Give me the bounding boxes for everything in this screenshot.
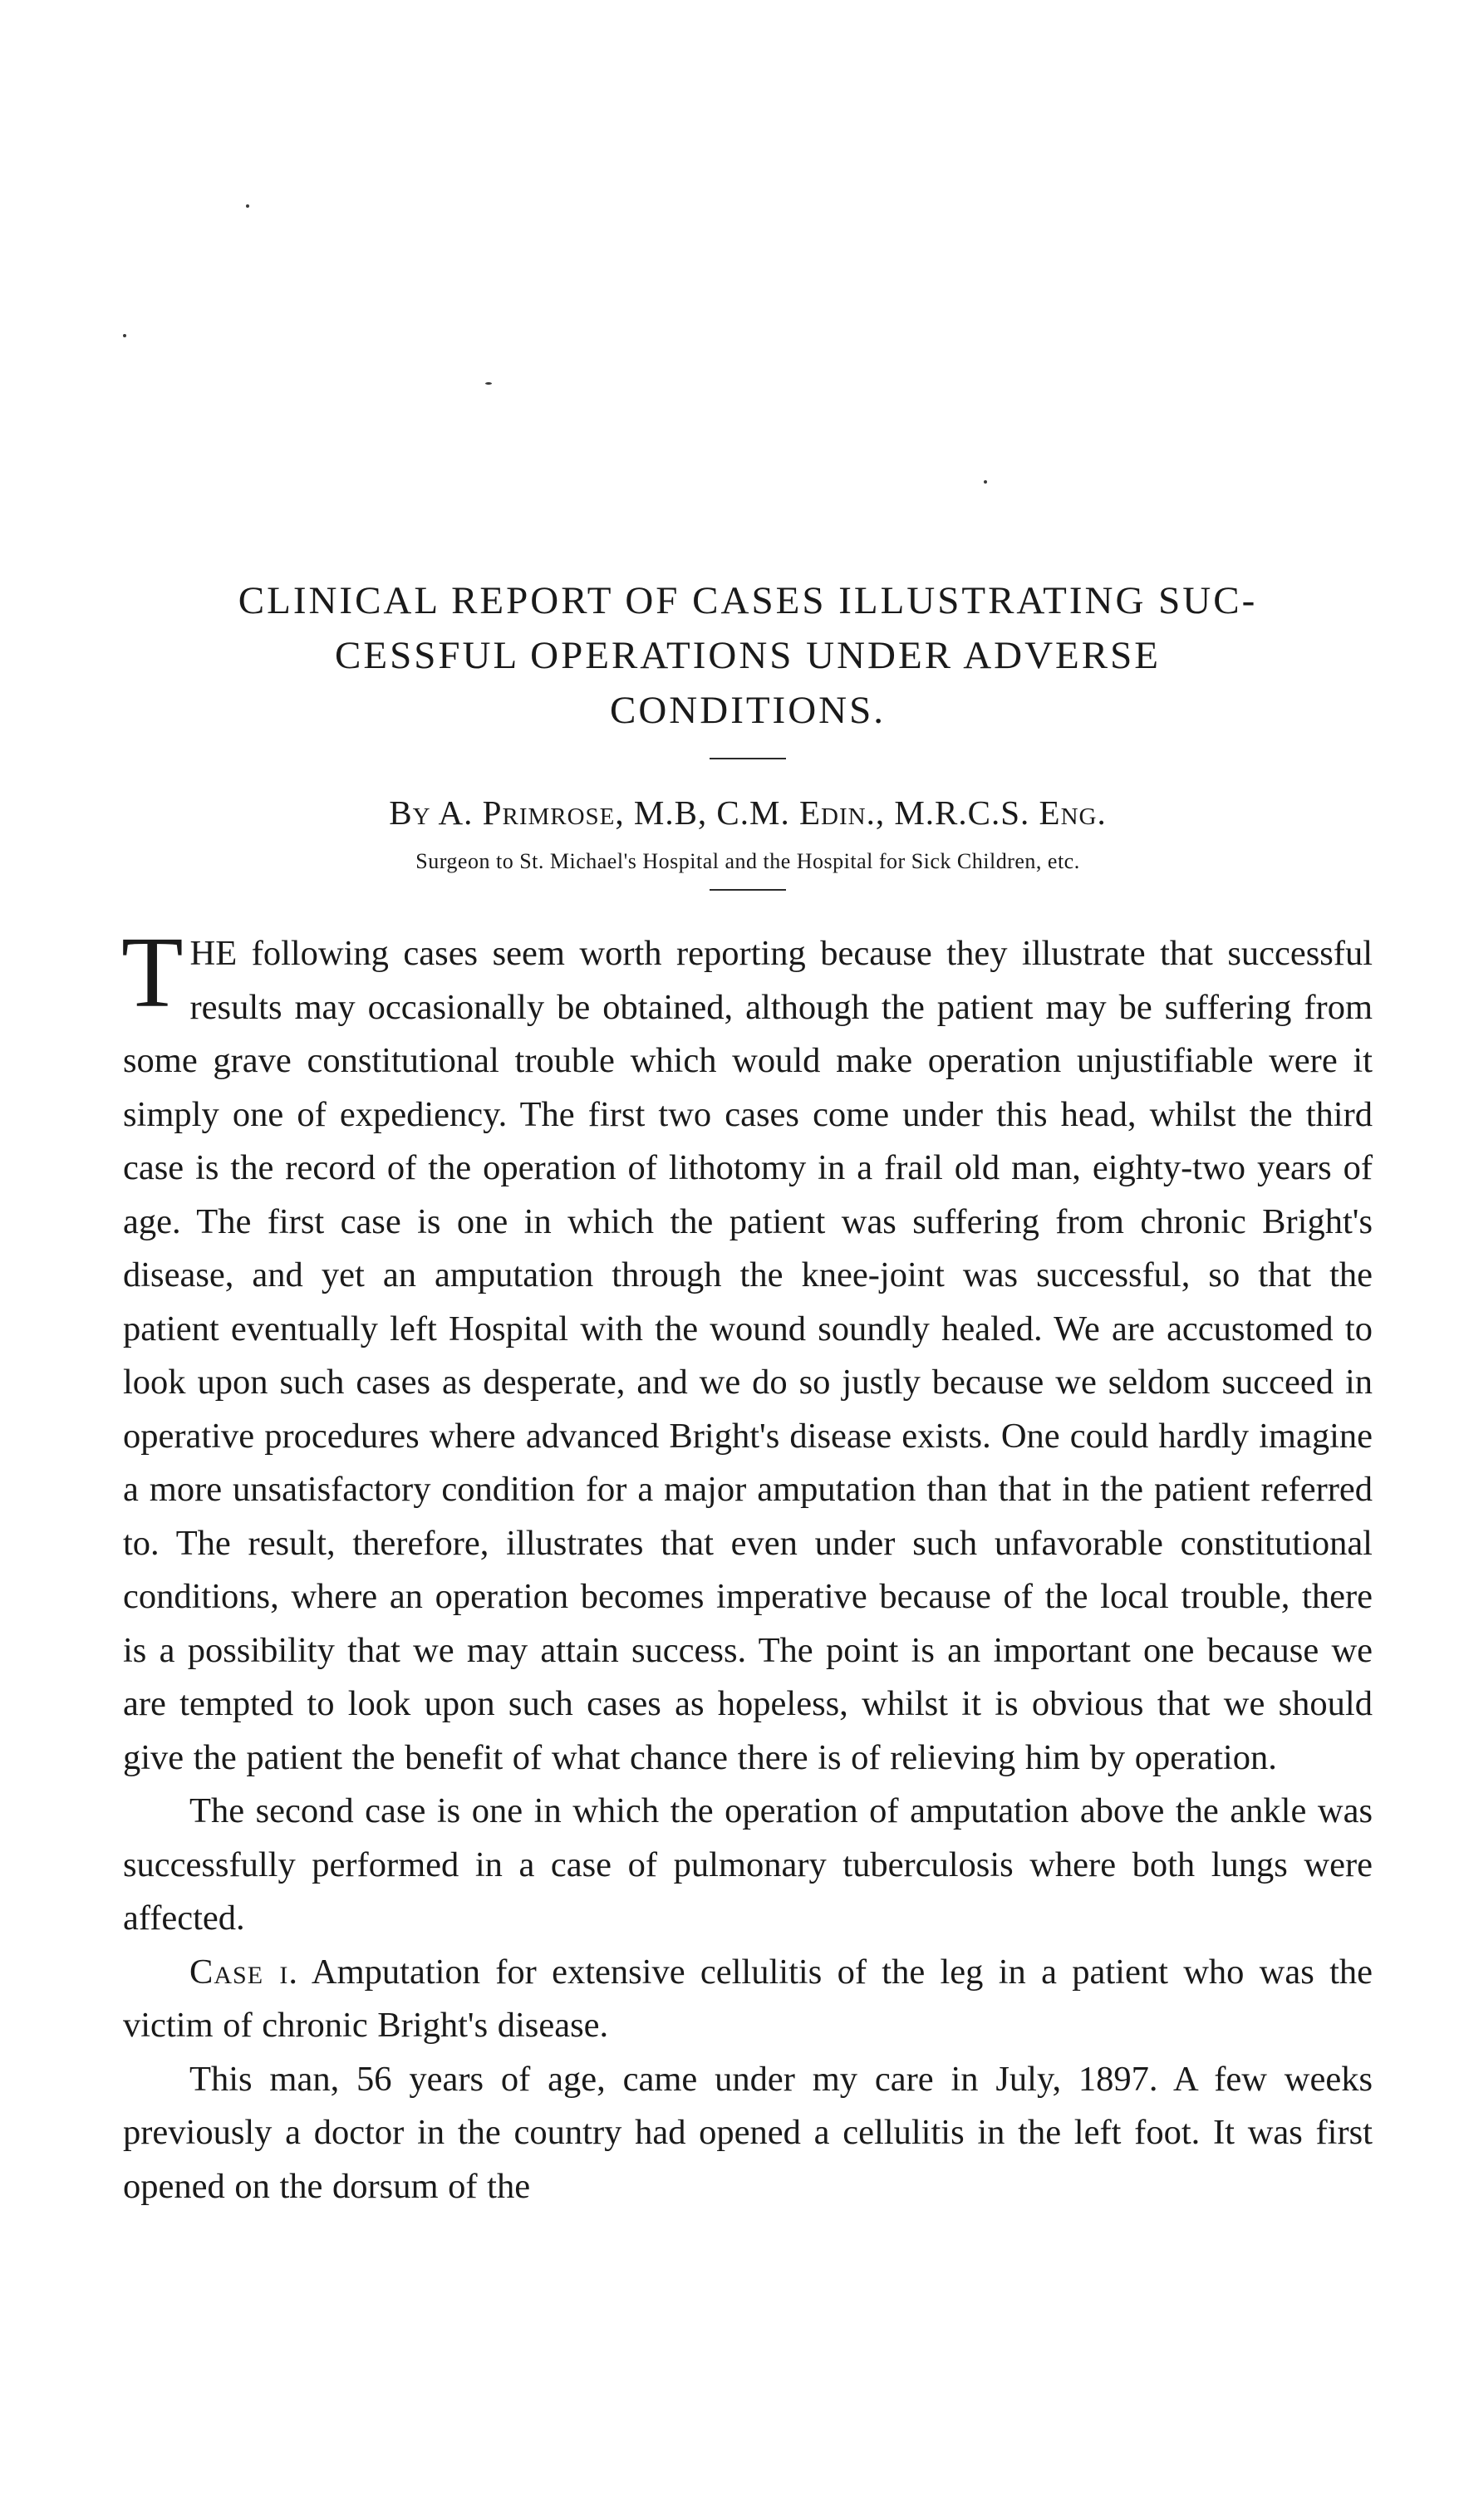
author-byline: By A. Primrose, M.B, C.M. Edin., M.R.C.S. Eng. bbox=[389, 793, 1107, 832]
case-label: Case i. bbox=[189, 1952, 298, 1992]
print-speck bbox=[984, 480, 987, 484]
body-paragraph: This man, 56 years of age, came under my care in July, 1897. A few weeks previously a doctor in the country had opened a cellulitis in the left foot. It was first opened on the dorsum of the bbox=[123, 2059, 1373, 2206]
drop-cap: T bbox=[121, 916, 184, 1029]
print-speck bbox=[123, 334, 126, 337]
article-page bbox=[123, 573, 1373, 2213]
title-line: CONDITIONS. bbox=[610, 689, 886, 732]
print-speck bbox=[485, 382, 492, 385]
article-title bbox=[123, 573, 1373, 738]
paragraph-text: HE following cases seem worth reporting because they illustrate that successful results may occasionally be obtained, although the patient may be suffering from some grave constitutional trouble which would make operation unjustifiable were it simply one of expediency. The first two cases come under this head, whilst the third case is the record of the operation of lithotomy in a frail old man, eighty-two years of age. The first case is one in which the patient was suffering from chronic Bright's disease, and yet an amputation through the knee-joint was successful, so that the patient eventually left Hospital with the wound soundly healed. We are accustomed to look upon such cases as desperate, and we do so justly because we seldom succeed in operative procedures where advanced Bright's disease exists. One could hardly imagine a more unsatisfactory condition for a major amputation than that in the patient referred to. The result, therefore, illustrates that even under such unfavorable constitutional conditions, where an operation becomes imperative because of the local trouble, there is a possibility that we may attain success. The point is an important one because we are tempted to look upon such cases as hopeless, whilst it is obvious that we should give the patient the benefit of what chance there is of relieving him by operation. bbox=[123, 934, 1373, 1777]
print-speck bbox=[246, 204, 249, 208]
title-line: CLINICAL REPORT OF CASES ILLUSTRATING SUC- bbox=[238, 579, 1258, 622]
case-description: Amputation for extensive cellulitis of the leg in a patient who was the victim of chronic Bright's disease. bbox=[123, 1952, 1373, 2045]
author-affiliation: Surgeon to St. Michael's Hospital and the Hospital for Sick Children, etc. bbox=[415, 849, 1080, 873]
title-divider bbox=[710, 758, 786, 759]
body-paragraph: The second case is one in which the operation of amputation above the ankle was successfully performed in a case of pulmonary tuberculosis where both lungs were affected. bbox=[123, 1791, 1373, 1938]
title-line: CESSFUL OPERATIONS UNDER ADVERSE bbox=[335, 634, 1161, 677]
body-paragraph bbox=[121, 916, 1373, 1785]
byline-divider bbox=[710, 889, 786, 891]
case-heading-paragraph bbox=[123, 1946, 1373, 2053]
